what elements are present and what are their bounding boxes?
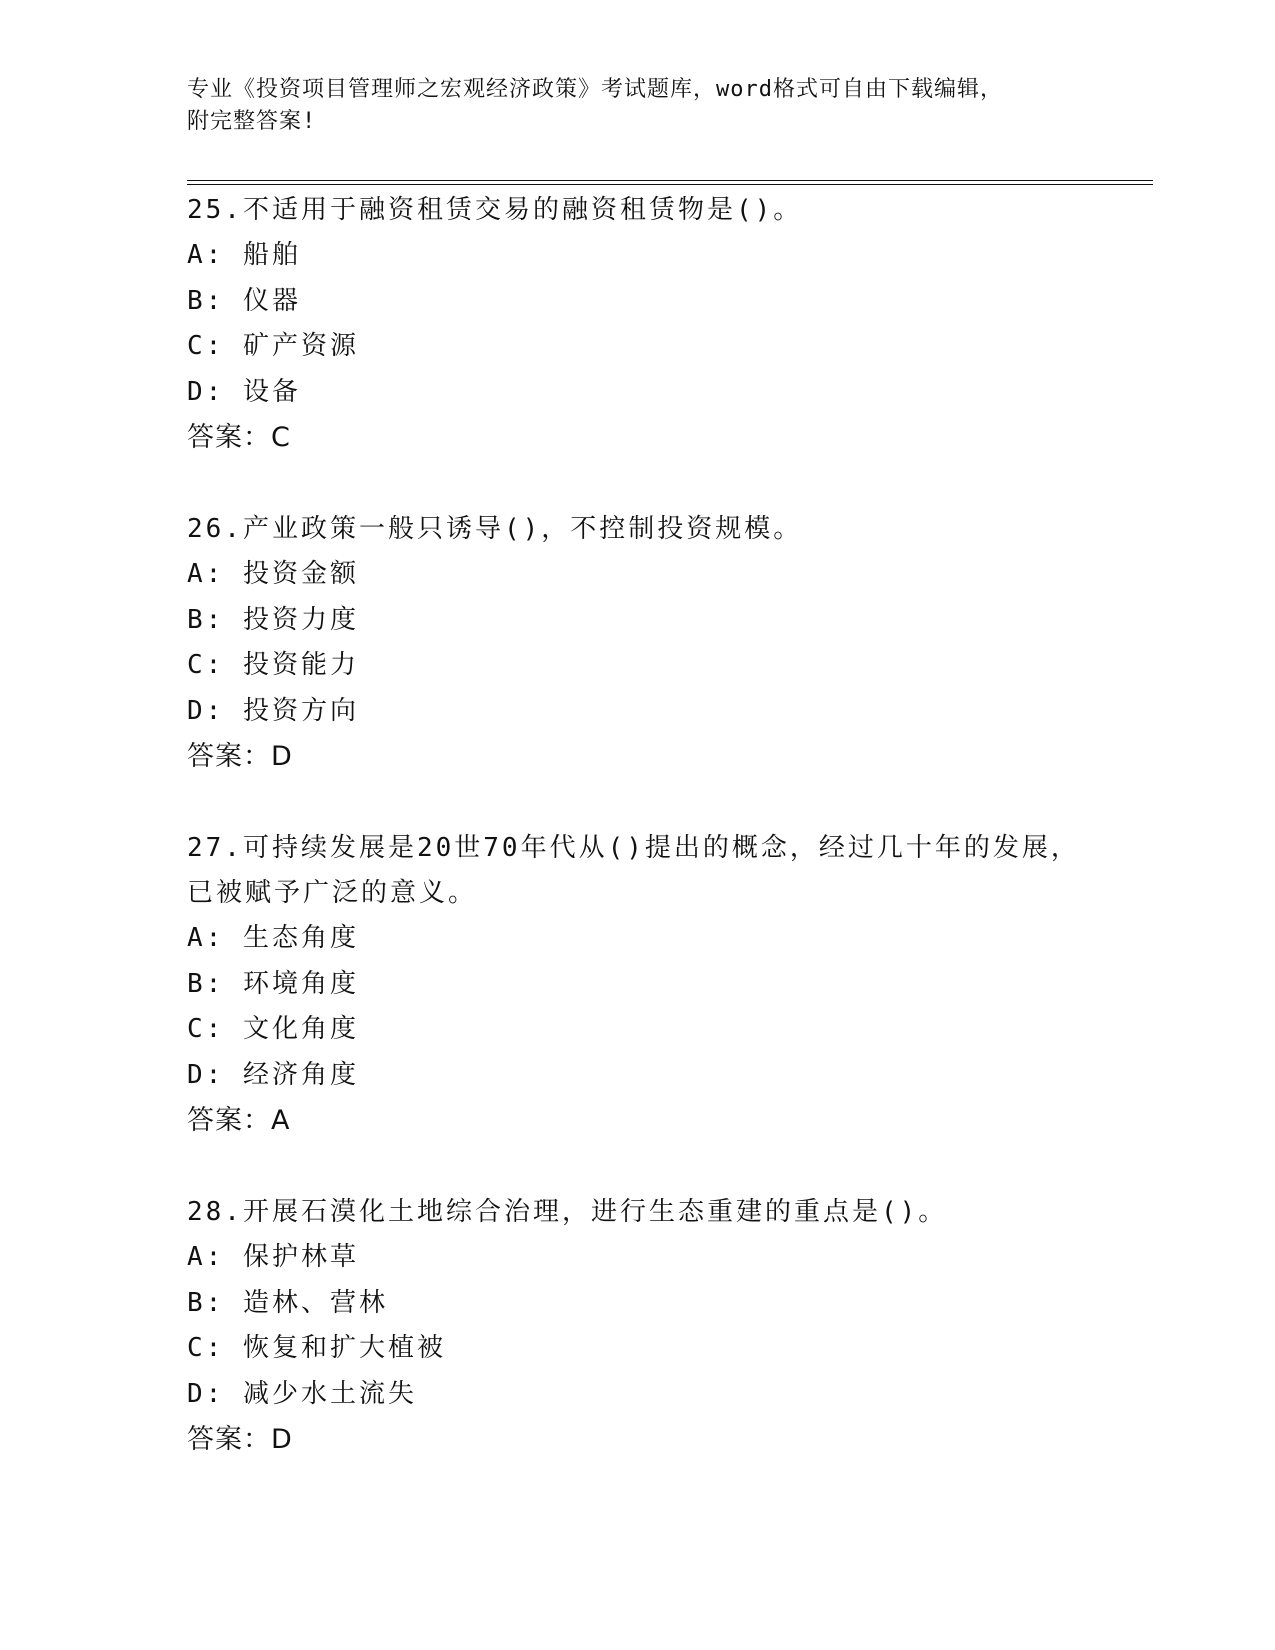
question-text: 26.产业政策一般只诱导()，不控制投资规模。 [187,514,803,544]
answer-line: 答案：A [187,1105,291,1136]
option-d: D: 设备 [187,376,301,407]
question-text: 27.可持续发展是20世70年代从()提出的概念，经过几十年的发展，已被赋予广泛的意义。 [187,833,1080,908]
option-b: B: 投资力度 [187,604,359,635]
answer-line: 答案：C [187,422,291,453]
option-c: C: 恢复和扩大植被 [187,1333,446,1363]
option-c: C: 文化角度 [187,1014,359,1044]
header-line-2: 附完整答案! [187,109,317,134]
option-b: B: 造林、营林 [187,1287,388,1318]
question-block [187,188,1087,460]
header-divider-top [187,180,1153,181]
question-block [187,826,1087,1143]
option-d: D: 减少水土流失 [187,1378,417,1409]
option-a: A: 保护林草 [187,1242,359,1272]
answer-line: 答案：D [187,1424,293,1455]
option-a: A: 投资金额 [187,559,359,589]
header-line-1: 专业《投资项目管理师之宏观经济政策》考试题库，word格式可自由下载编辑， [187,77,1003,102]
option-b: B: 环境角度 [187,968,359,999]
option-c: C: 投资能力 [187,650,359,680]
option-b: B: 仪器 [187,285,301,316]
question-text: 28.开展石漠化土地综合治理，进行生态重建的重点是()。 [187,1197,948,1227]
answer-line: 答案：D [187,741,293,772]
option-d: D: 经济角度 [187,1059,359,1090]
option-a: A: 船舶 [187,240,301,270]
question-block [187,507,1087,779]
question-text: 25.不适用于融资租赁交易的融资租赁物是()。 [187,195,803,225]
option-d: D: 投资方向 [187,695,359,726]
document-header [187,74,1087,138]
option-c: C: 矿产资源 [187,331,359,361]
option-a: A: 生态角度 [187,923,359,953]
question-block [187,1190,1087,1462]
header-divider-bottom [187,184,1153,185]
